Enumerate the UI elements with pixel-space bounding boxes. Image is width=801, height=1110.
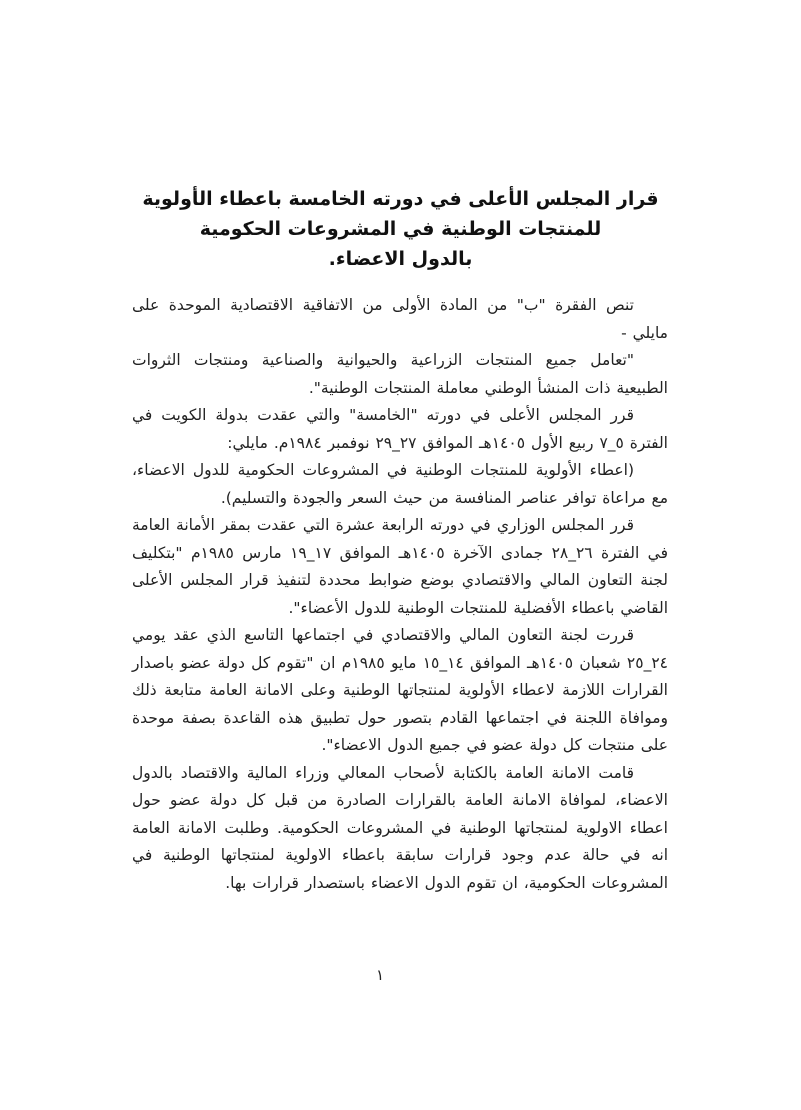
page-number: ١ bbox=[375, 966, 385, 984]
title-line-1: قرار المجلس الأعلى في دورته الخامسة باعطاء الأولوية bbox=[142, 188, 659, 210]
document-body bbox=[132, 292, 668, 897]
paragraph-cooperation-committee: قررت لجنة التعاون المالي والاقتصادي في اجتماعها التاسع الذي عقد يومي ٢٤_٢٥ شعبان ١٤٠٥هـ الموافق ١٤_١٥ مايو ١٩٨٥م ان "تقوم كل دولة عضو باصدار القرارات اللازمة لاعطاء الأولوية لمنتجاتها الوطنية وعلى الامانة العامة متابعة ذلك وموافاة اللجنة في اجتماعها القادم بتصور حول تطبيق هذه القاعدة بصفة موحدة على منتجات كل دولة عضو في جميع الدول الاعضاء". bbox=[132, 626, 668, 754]
paragraph-ministerial-council: قرر المجلس الوزاري في دورته الرابعة عشرة التي عقدت بمقر الأمانة العامة في الفترة ٢٦_٢٨ جمادى الآخرة ١٤٠٥هـ الموافق ١٧_١٩ مارس ١٩٨٥م "بتكليف لجنة التعاون المالي والاقتصادي بوضع ضوابط محددة لتنفيذ قرار المجلس الأعلى القاضي باعطاء الأفضلية للمنتجات الوطنية للدول الأعضاء". bbox=[132, 516, 668, 617]
title-line-2: للمنتجات الوطنية في المشروعات الحكومية bbox=[199, 218, 602, 240]
paragraph-agreement-quote: "تعامل جميع المنتجات الزراعية والحيوانية والصناعية ومنتجات الثروات الطبيعية ذات المنشأ الوطني معاملة المنتجات الوطنية". bbox=[132, 351, 668, 397]
title-line-3: بالدول الاعضاء. bbox=[328, 248, 473, 270]
paragraph-secretariat-action: قامت الامانة العامة بالكتابة لأصحاب المعالي وزراء المالية والاقتصاد بالدول الاعضاء، لموافاة الامانة العامة بالقرارات الصادرة من قبل كل دولة عضو حول اعطاء الاولوية لمنتجاتها الوطنية في المشروعات الحكومية. وطلبت الامانة العامة انه في حالة عدم وجود قرارات سابقة باعطاء الاولوية لمنتجاتها الوطنية في المشروعات الحكومية، ان تقوم الدول الاعضاء باستصدار قرارات بها. bbox=[132, 763, 668, 892]
paragraph-supreme-council-session: قرر المجلس الأعلى في دورته "الخامسة" والتي عقدت بدولة الكويت في الفترة ٥_٧ ربيع الأول ١٤٠٥هـ الموافق ٢٧_٢٩ نوفمبر ١٩٨٤م. مايلي: bbox=[132, 406, 668, 452]
paragraph-intro-clause: تنص الفقرة "ب" من المادة الأولى من الاتفاقية الاقتصادية الموحدة على مايلي - bbox=[132, 296, 668, 342]
document-title bbox=[0, 184, 801, 274]
paragraph-priority-decision: (اعطاء الأولوية للمنتجات الوطنية في المشروعات الحكومية للدول الاعضاء، مع مراعاة توافر عناصر المنافسة من حيث السعر والجودة والتسليم). bbox=[132, 461, 668, 507]
